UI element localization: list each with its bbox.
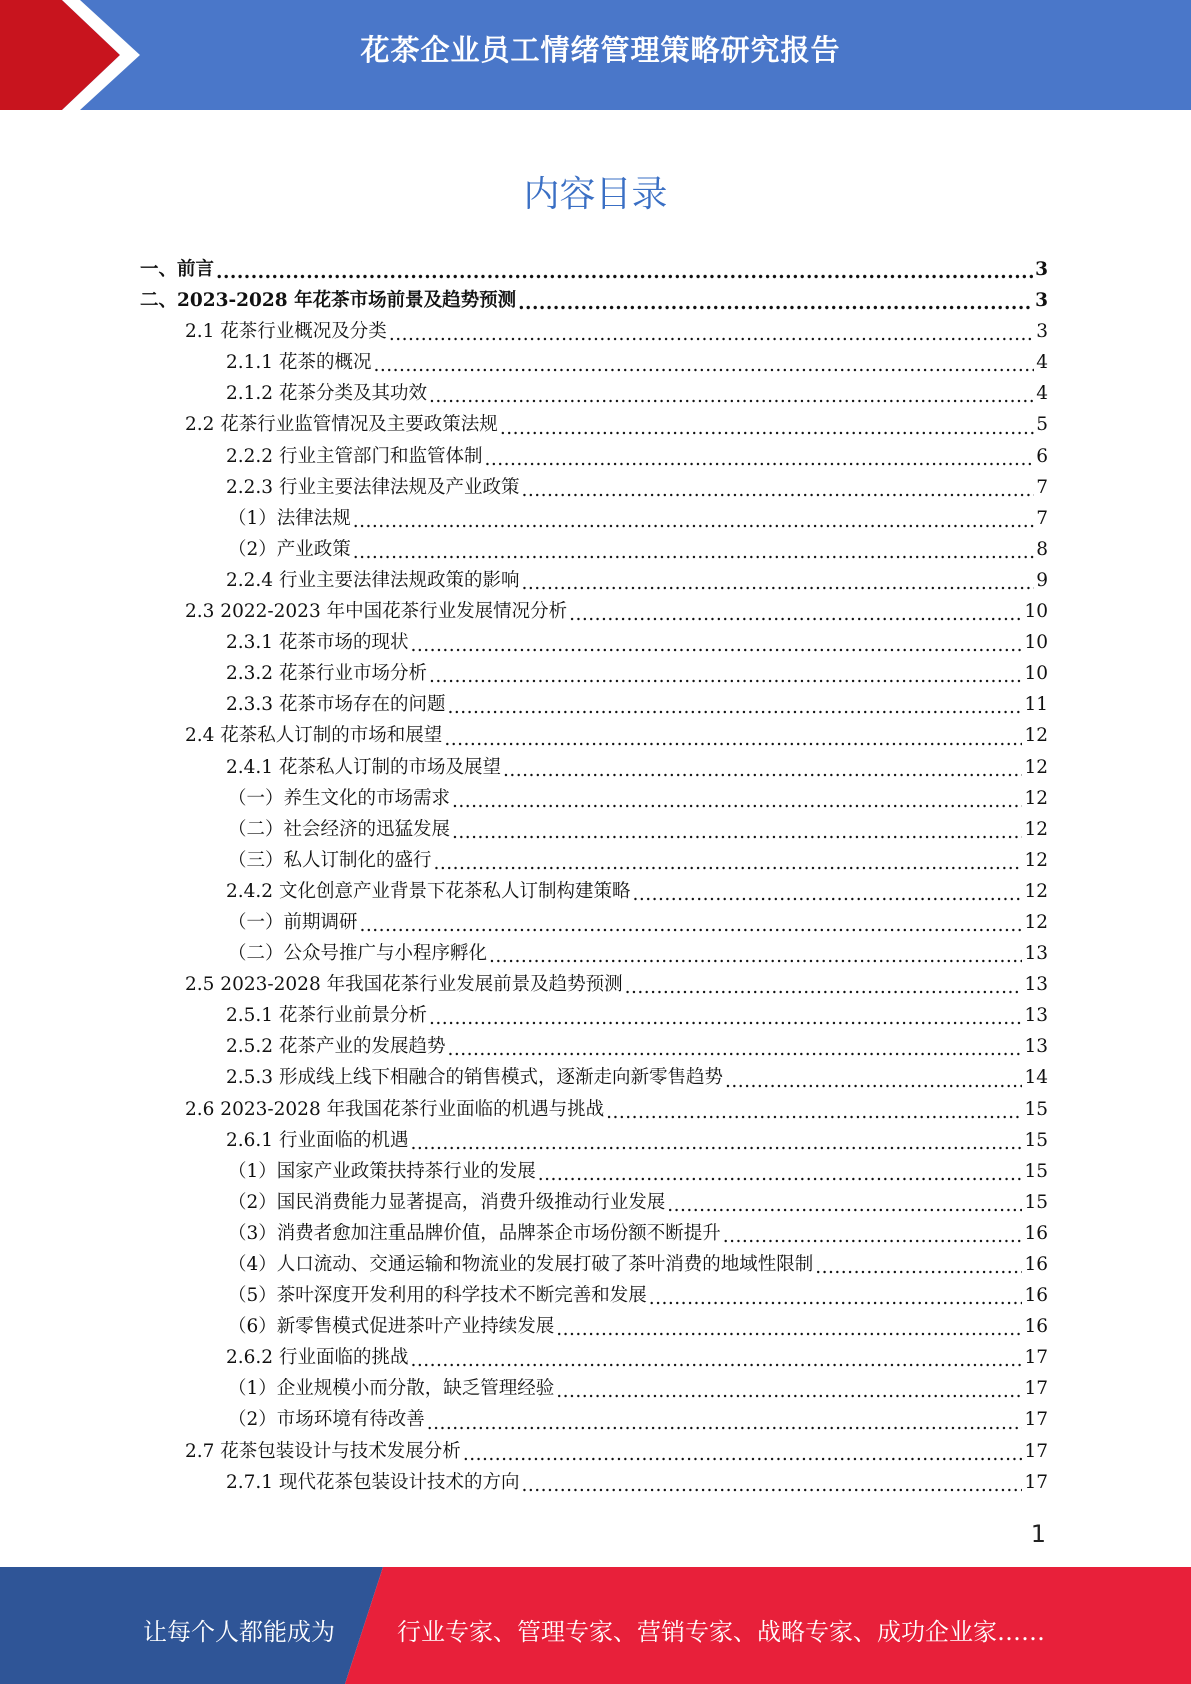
toc-entry-text: （2）市场环境有待改善 xyxy=(228,1409,425,1431)
toc-leader-dots xyxy=(725,1070,1022,1094)
toc-entry-page: 15 xyxy=(1024,1191,1048,1213)
toc-entry-text: 2.6.2 行业面临的挑战 xyxy=(226,1347,409,1369)
toc-leader-dots xyxy=(649,1287,1023,1311)
toc-entry[interactable] xyxy=(140,1000,1048,1031)
toc-entry-text: （2）国民消费能力显著提高，消费升级推动行业发展 xyxy=(228,1191,666,1213)
toc-entry-text: （二）社会经济的迅猛发展 xyxy=(228,818,451,840)
toc-entry-page: 17 xyxy=(1024,1471,1048,1493)
toc-entry[interactable] xyxy=(140,472,1048,503)
report-title: 花茶企业员工情绪管理策略研究报告 xyxy=(360,33,841,67)
toc-entry-text: 2.5.1 花茶行业前景分析 xyxy=(226,1005,427,1027)
toc-leader-dots xyxy=(556,1318,1022,1342)
toc-entry[interactable] xyxy=(140,1031,1048,1062)
toc-entry[interactable] xyxy=(140,503,1048,534)
toc-entry[interactable] xyxy=(140,1062,1048,1093)
toc-entry-text: 2.3 2022-2023 年中国花茶行业发展情况分析 xyxy=(185,601,568,623)
toc-leader-dots xyxy=(815,1256,1022,1280)
toc-entry[interactable] xyxy=(140,907,1048,938)
page-number: 1 xyxy=(1030,1520,1046,1548)
toc-entry[interactable] xyxy=(140,1156,1048,1187)
toc-leader-dots xyxy=(521,479,1034,503)
toc-entry-page: 4 xyxy=(1036,352,1048,374)
toc-entry-text: 2.7 花茶包装设计与技术发展分析 xyxy=(185,1440,461,1462)
toc-entry-page: 17 xyxy=(1024,1440,1048,1462)
toc-entry-page: 12 xyxy=(1024,849,1048,871)
toc-entry-page: 10 xyxy=(1024,663,1048,685)
toc-entry-text: （5）茶叶深度开发利用的科学技术不断完善和发展 xyxy=(228,1285,647,1307)
toc-entry-page: 12 xyxy=(1024,880,1048,902)
toc-entry[interactable] xyxy=(140,969,1048,1000)
toc-entry-text: （3）消费者愈加注重品牌价值，品牌茶企市场份额不断提升 xyxy=(228,1222,721,1244)
toc-entry-text: （1）企业规模小而分散，缺乏管理经验 xyxy=(228,1378,555,1400)
footer-band xyxy=(0,1567,1191,1684)
table-of-contents xyxy=(140,254,1048,1498)
toc-entry-text: 2.2.3 行业主要法律法规及产业政策 xyxy=(226,476,520,498)
toc-leader-dots xyxy=(503,759,1022,783)
toc-entry[interactable] xyxy=(140,938,1048,969)
toc-leader-dots xyxy=(429,1007,1022,1031)
toc-entry-text: 2.2 花茶行业监管情况及主要政策法规 xyxy=(185,414,498,436)
toc-leader-dots xyxy=(625,976,1023,1000)
toc-leader-dots xyxy=(632,883,1022,907)
toc-entry-page: 16 xyxy=(1024,1222,1048,1244)
toc-entry-text: （一）前期调研 xyxy=(228,911,358,933)
toc-leader-dots xyxy=(667,1194,1022,1218)
footer-slogan-right: 行业专家、管理专家、营销专家、战略专家、成功企业家…… xyxy=(397,1618,1045,1646)
toc-entry-page: 9 xyxy=(1036,569,1048,591)
toc-leader-dots xyxy=(606,1101,1022,1125)
toc-entry-page: 10 xyxy=(1024,632,1048,654)
toc-leader-dots xyxy=(427,1412,1023,1436)
toc-entry[interactable] xyxy=(140,316,1048,347)
toc-entry[interactable] xyxy=(140,1342,1048,1373)
toc-leader-dots xyxy=(410,1132,1022,1156)
toc-entry-page: 12 xyxy=(1024,911,1048,933)
toc-entry-text: 2.5.3 形成线上线下相融合的销售模式，逐渐走向新零售趋势 xyxy=(226,1067,723,1089)
toc-entry[interactable] xyxy=(140,1249,1048,1280)
toc-entry-text: 2.3.2 花茶行业市场分析 xyxy=(226,663,427,685)
toc-entry[interactable] xyxy=(140,441,1048,472)
toc-entry[interactable] xyxy=(140,1373,1048,1404)
toc-entry-text: 2.5 2023-2028 年我国花茶行业发展前景及趋势预测 xyxy=(185,974,623,996)
toc-leader-dots xyxy=(569,603,1022,627)
toc-leader-dots xyxy=(538,1163,1023,1187)
toc-entry-text: 2.7.1 现代花茶包装设计技术的方向 xyxy=(226,1471,520,1493)
toc-leader-dots xyxy=(353,541,1034,565)
toc-entry-text: （二）公众号推广与小程序孵化 xyxy=(228,943,488,965)
toc-entry-text: （一）养生文化的市场需求 xyxy=(228,787,451,809)
toc-leader-dots xyxy=(452,821,1022,845)
toc-entry[interactable] xyxy=(140,814,1048,845)
toc-leader-dots xyxy=(429,385,1034,409)
toc-entry[interactable] xyxy=(140,783,1048,814)
toc-entry-page: 13 xyxy=(1024,974,1048,996)
toc-entry-page: 6 xyxy=(1036,445,1048,467)
toc-entry-page: 3 xyxy=(1035,259,1048,280)
toc-leader-dots xyxy=(521,572,1034,596)
toc-leader-dots xyxy=(444,728,1022,752)
toc-leader-dots xyxy=(434,852,1023,876)
toc-entry-page: 13 xyxy=(1024,943,1048,965)
toc-leader-dots xyxy=(500,417,1034,441)
toc-entry-text: 2.2.2 行业主管部门和监管体制 xyxy=(226,445,483,467)
toc-entry-page: 17 xyxy=(1024,1347,1048,1369)
toc-entry-page: 8 xyxy=(1036,538,1048,560)
toc-leader-dots xyxy=(447,696,1022,720)
toc-entry-page: 15 xyxy=(1024,1098,1048,1120)
toc-entry-text: 一、前言 xyxy=(140,259,215,280)
toc-leader-dots xyxy=(463,1443,1023,1467)
toc-entry-page: 12 xyxy=(1024,756,1048,778)
toc-entry-text: 2.6 2023-2028 年我国花茶行业面临的机遇与挑战 xyxy=(185,1098,605,1120)
toc-entry[interactable] xyxy=(140,1311,1048,1342)
toc-entry-page: 15 xyxy=(1024,1129,1048,1151)
toc-entry-text: 2.4.1 花茶私人订制的市场及展望 xyxy=(226,756,501,778)
toc-entry-text: （4）人口流动、交通运输和物流业的发展打破了茶叶消费的地域性限制 xyxy=(228,1254,814,1275)
toc-leader-dots xyxy=(389,323,1034,347)
toc-entry-text: 2.3.1 花茶市场的现状 xyxy=(226,632,409,654)
toc-entry-text: 2.1.1 花茶的概况 xyxy=(226,352,372,374)
toc-entry-page: 13 xyxy=(1024,1036,1048,1058)
toc-entry-text: （三）私人订制化的盛行 xyxy=(228,849,432,871)
toc-entry-text: 2.2.4 行业主要法律法规政策的影响 xyxy=(226,569,520,591)
toc-entry[interactable] xyxy=(140,534,1048,565)
toc-leader-dots xyxy=(489,945,1022,969)
toc-entry[interactable] xyxy=(140,1404,1048,1435)
toc-entry[interactable] xyxy=(140,1187,1048,1218)
toc-leader-dots xyxy=(452,790,1022,814)
toc-entry-page: 3 xyxy=(1035,290,1048,312)
toc-leader-dots xyxy=(518,292,1033,316)
toc-leader-dots xyxy=(484,448,1034,472)
toc-entry-page: 12 xyxy=(1024,818,1048,840)
toc-leader-dots xyxy=(521,1474,1022,1498)
toc-entry[interactable] xyxy=(140,1280,1048,1311)
toc-entry-page: 14 xyxy=(1024,1067,1048,1089)
toc-leader-dots xyxy=(360,914,1023,938)
toc-entry-text: 二、2023-2028 年花茶市场前景及趋势预测 xyxy=(140,290,517,312)
toc-entry-page: 16 xyxy=(1024,1285,1048,1307)
toc-entry-page: 4 xyxy=(1036,383,1048,405)
toc-entry[interactable] xyxy=(140,254,1048,285)
toc-entry[interactable] xyxy=(140,565,1048,596)
toc-leader-dots xyxy=(723,1225,1023,1249)
toc-entry[interactable] xyxy=(140,347,1048,378)
toc-entry[interactable] xyxy=(140,1218,1048,1249)
toc-entry[interactable] xyxy=(140,845,1048,876)
toc-entry-page: 13 xyxy=(1024,1005,1048,1027)
toc-leader-dots xyxy=(429,665,1022,689)
toc-entry-page: 17 xyxy=(1024,1409,1048,1431)
toc-entry[interactable] xyxy=(140,1467,1048,1498)
toc-entry-page: 11 xyxy=(1024,694,1048,716)
toc-entry-text: （2）产业政策 xyxy=(228,538,351,560)
toc-entry-page: 12 xyxy=(1024,787,1048,809)
toc-leader-dots xyxy=(410,634,1022,658)
toc-entry-page: 7 xyxy=(1036,476,1048,498)
header-band xyxy=(0,0,1191,110)
footer-slogan-left: 让每个人都能成为 xyxy=(143,1618,335,1646)
toc-entry[interactable] xyxy=(140,409,1048,440)
toc-entry[interactable] xyxy=(140,378,1048,409)
toc-entry[interactable] xyxy=(140,876,1048,907)
toc-entry-page: 10 xyxy=(1024,601,1048,623)
toc-heading: 内容目录 xyxy=(523,174,668,215)
toc-entry-text: 2.5.2 花茶产业的发展趋势 xyxy=(226,1036,446,1058)
toc-entry-page: 3 xyxy=(1036,321,1048,343)
toc-entry[interactable] xyxy=(140,285,1048,316)
toc-entry-page: 12 xyxy=(1024,725,1048,747)
toc-entry-text: （6）新零售模式促进茶叶产业持续发展 xyxy=(228,1316,555,1338)
toc-entry-text: 2.1.2 花茶分类及其功效 xyxy=(226,383,427,405)
toc-entry-text: （1）国家产业政策扶持茶行业的发展 xyxy=(228,1160,536,1182)
toc-entry[interactable] xyxy=(140,596,1048,627)
toc-entry[interactable] xyxy=(140,689,1048,720)
toc-entry[interactable] xyxy=(140,752,1048,783)
toc-entry[interactable] xyxy=(140,720,1048,751)
toc-entry-page: 16 xyxy=(1024,1254,1048,1275)
toc-leader-dots xyxy=(373,354,1034,378)
toc-entry-text: （1）法律法规 xyxy=(228,507,351,529)
toc-entry-page: 17 xyxy=(1024,1378,1048,1400)
toc-entry-text: 2.1 花茶行业概况及分类 xyxy=(185,321,387,343)
toc-entry-text: 2.3.3 花茶市场存在的问题 xyxy=(226,694,446,716)
toc-leader-dots xyxy=(447,1038,1022,1062)
toc-leader-dots xyxy=(556,1380,1022,1404)
toc-entry-page: 5 xyxy=(1036,414,1048,436)
toc-entry-page: 15 xyxy=(1024,1160,1048,1182)
toc-entry[interactable] xyxy=(140,627,1048,658)
toc-leader-dots xyxy=(410,1349,1022,1373)
toc-entry[interactable] xyxy=(140,1125,1048,1156)
toc-entry[interactable] xyxy=(140,658,1048,689)
toc-entry[interactable] xyxy=(140,1436,1048,1467)
toc-leader-dots xyxy=(353,510,1034,534)
toc-entry-text: 2.4 花茶私人订制的市场和展望 xyxy=(185,725,443,747)
toc-entry-text: 2.4.2 文化创意产业背景下花茶私人订制构建策略 xyxy=(226,880,631,902)
toc-leader-dots xyxy=(216,261,1033,285)
toc-entry-page: 7 xyxy=(1036,507,1048,529)
toc-entry-text: 2.6.1 行业面临的机遇 xyxy=(226,1129,409,1151)
toc-entry-page: 16 xyxy=(1024,1316,1048,1338)
toc-entry[interactable] xyxy=(140,1094,1048,1125)
